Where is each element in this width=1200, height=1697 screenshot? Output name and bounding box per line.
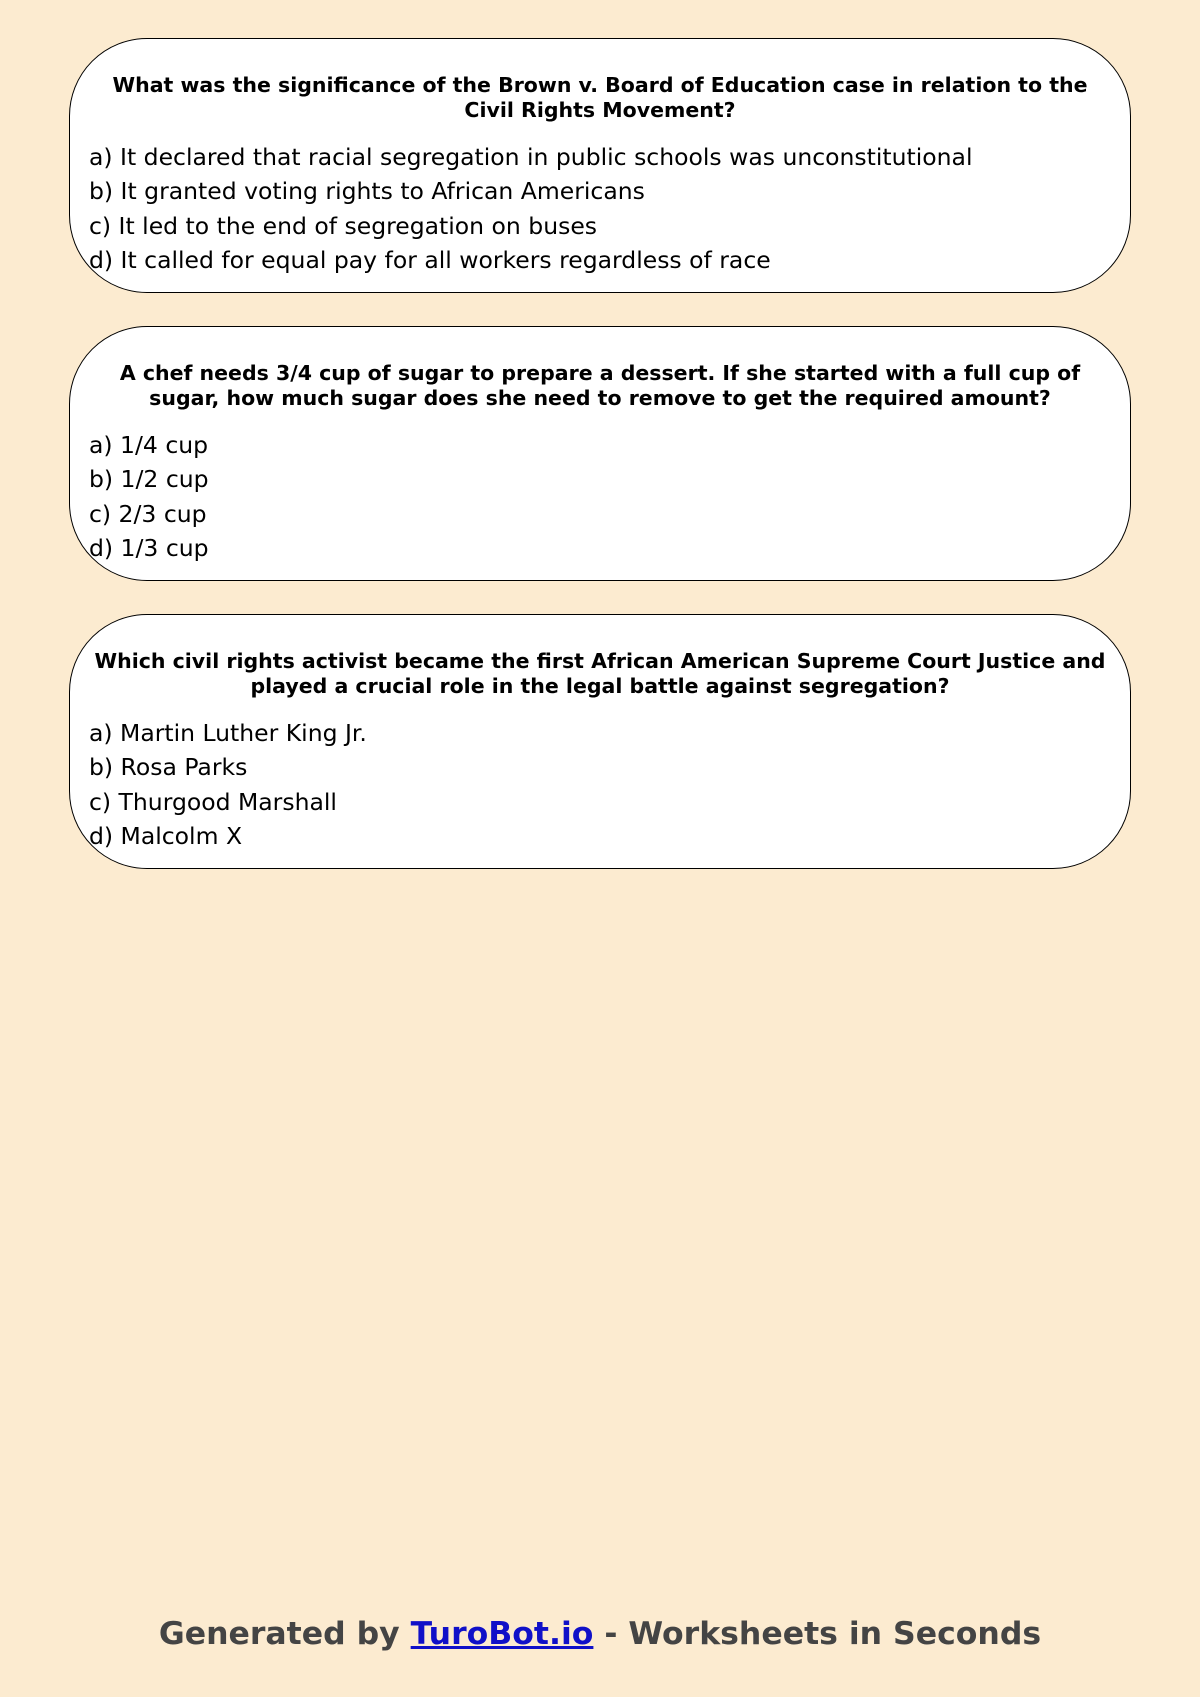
question-text-3: Which civil rights activist became the first African American Supreme Court Justice and played a crucial role in the legal battle against segregation? xyxy=(94,649,1106,698)
option-1d: d) It called for equal pay for all workers regardless of race xyxy=(89,245,771,274)
options-list-3 xyxy=(89,716,1110,853)
option-3a: a) Martin Luther King Jr. xyxy=(89,719,367,747)
footer-suffix: - Worksheets in Seconds xyxy=(593,1616,1042,1652)
question-card-3 xyxy=(69,614,1131,869)
option-1c: c) It led to the end of segregation on buses xyxy=(89,211,598,240)
footer-credit xyxy=(0,1616,1200,1652)
option-1a: a) It declared that racial segregation in public schools was unconstitutional xyxy=(89,143,973,171)
option-3d: d) Malcolm X xyxy=(89,821,243,850)
option-3c: c) Thurgood Marshall xyxy=(89,787,337,816)
footer-prefix: Generated by xyxy=(158,1616,411,1652)
question-text-2: A chef needs 3/4 cup of sugar to prepare a dessert. If she started with a full cup of sugar, how much sugar does she need to remove to get the required amount? xyxy=(119,361,1081,410)
options-list-2 xyxy=(89,428,1110,565)
options-list-1 xyxy=(89,140,1110,277)
turobot-link[interactable]: TuroBot.io xyxy=(410,1616,594,1652)
question-text-1: What was the significance of the Brown v. Board of Education case in relation to the Civil Rights Movement? xyxy=(112,73,1088,122)
option-1b: b) It granted voting rights to African Americans xyxy=(89,177,645,206)
question-card-2 xyxy=(69,326,1131,581)
option-2c: c) 2/3 cup xyxy=(89,499,207,528)
option-2b: b) 1/2 cup xyxy=(89,465,209,494)
question-card-1 xyxy=(69,38,1131,293)
option-2a: a) 1/4 cup xyxy=(89,431,209,459)
option-3b: b) Rosa Parks xyxy=(89,753,248,782)
option-2d: d) 1/3 cup xyxy=(89,533,209,562)
